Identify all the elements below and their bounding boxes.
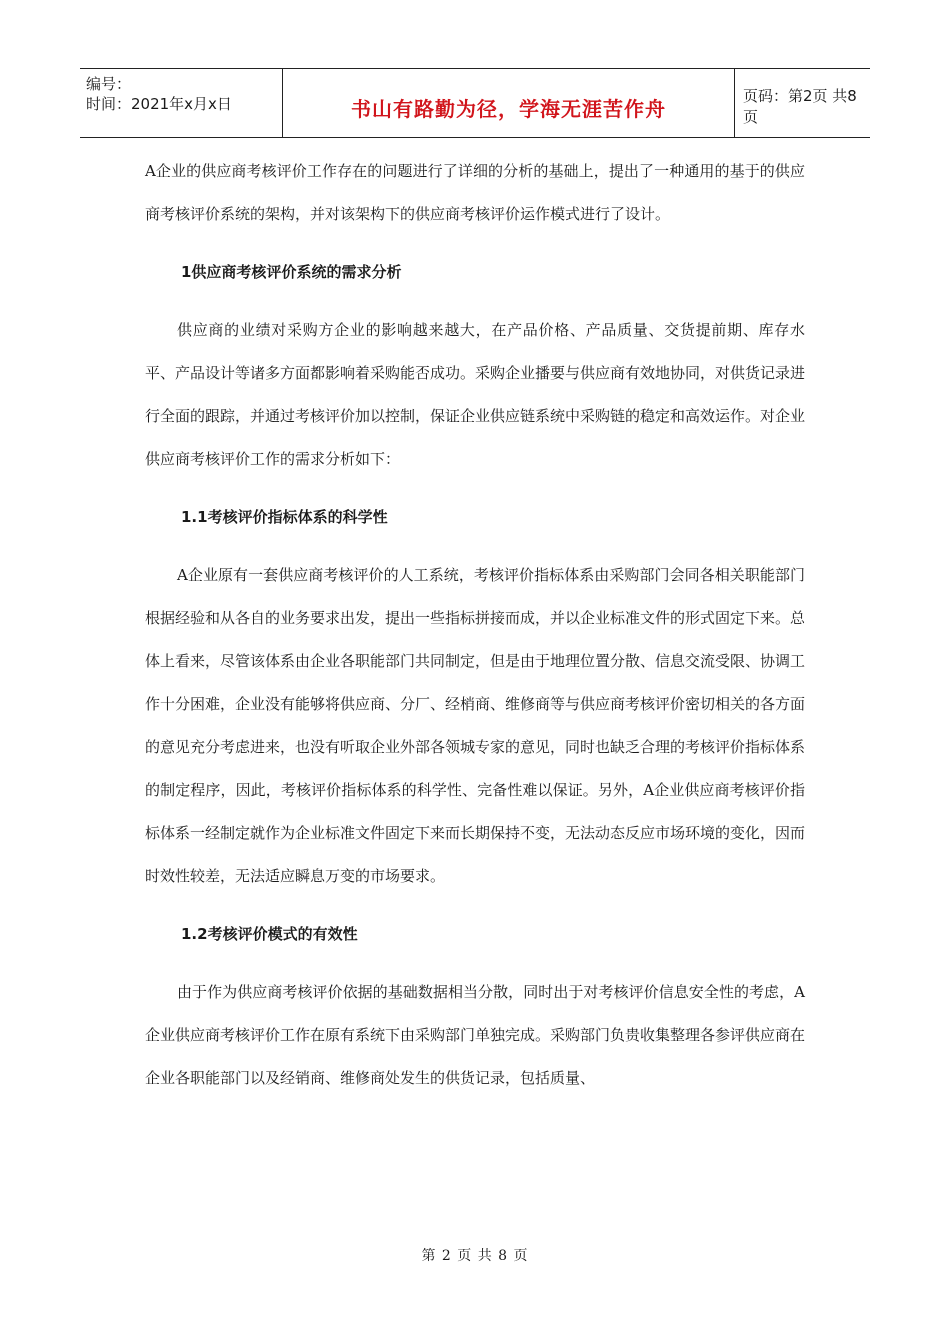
page-header — [80, 68, 870, 138]
section-1-1-paragraph: A企业原有一套供应商考核评价的人工系统，考核评价指标体系由采购部门会同各相关职能部门根据经验和从各自的业务要求出发，提出一些指标拼接而成，并以企业标准文件的形式固定下来。总体上看来，尽管该体系由企业各职能部门共同制定，但是由于地理位置分散、信息交流受限、协调工作十分困难，企业没有能够将供应商、分厂、经梢商、维修商等与供应商考核评价密切相关的各方面的意见充分考虑进来，也没有听取企业外部各领城专家的意见，同时也缺乏合理的考核评价指标体系的制定程序，因此，考核评价指标体系的科学性、完备性难以保证。另外，A企业供应商考核评价指标体系一经制定就作为企业标准文件固定下来而长期保持不变，无法动态反应市场环境的变化，因而时效性较差，无法适应瞬息万变的市场要求。 — [145, 566, 806, 885]
section-1-2-paragraph: 由于作为供应商考核评价依据的基础数据相当分散，同时出于对考核评价信息安全性的考虑，A企业供应商考核评价工作在原有系统下由采购部门单独完成。采购部门负贵收集整理各参评供应商在企业各职能部门以及经销商、维修商处发生的供货记录，包括质量、 — [145, 983, 806, 1087]
number-label: 编号： — [86, 75, 132, 93]
section-1-heading: 1供应商考核评价系统的需求分析 — [181, 263, 402, 281]
intro-paragraph: A企业的供应商考核评价工作存在的问题进行了详细的分析的基础上，提出了一种通用的基于的供应商考核评价系统的架构，并对该架构下的供应商考核评价运作模式进行了设计。 — [145, 162, 805, 223]
document-body — [145, 150, 805, 1100]
time-label: 时间：2021年x月x日 — [86, 95, 232, 113]
page-footer: 第 2 页 共 8 页 — [421, 1248, 529, 1264]
header-motto: 书山有路勤为径，学海无涯苦作舟 — [351, 96, 666, 121]
header-motto-cell — [282, 69, 735, 137]
section-1-2-heading: 1.2考核评价模式的有效性 — [181, 925, 358, 943]
section-1-paragraph: 供应商的业绩对采购方企业的影响越来越大，在产品价格、产品质量、交货提前期、库存水平、产品设计等诸多方面都影响着采购能否成功。采购企业播要与供应商有效地协同，对供货记录进行全面的跟踪，并通过考核评价加以控制，保证企业供应链系统中采购链的稳定和高效运作。对企业供应商考核评价工作的需求分析如下： — [145, 321, 806, 468]
header-page-info: 页码：第2页 共8页 — [743, 87, 857, 126]
header-meta — [80, 69, 282, 137]
section-1-1-heading: 1.1考核评价指标体系的科学性 — [181, 508, 388, 526]
